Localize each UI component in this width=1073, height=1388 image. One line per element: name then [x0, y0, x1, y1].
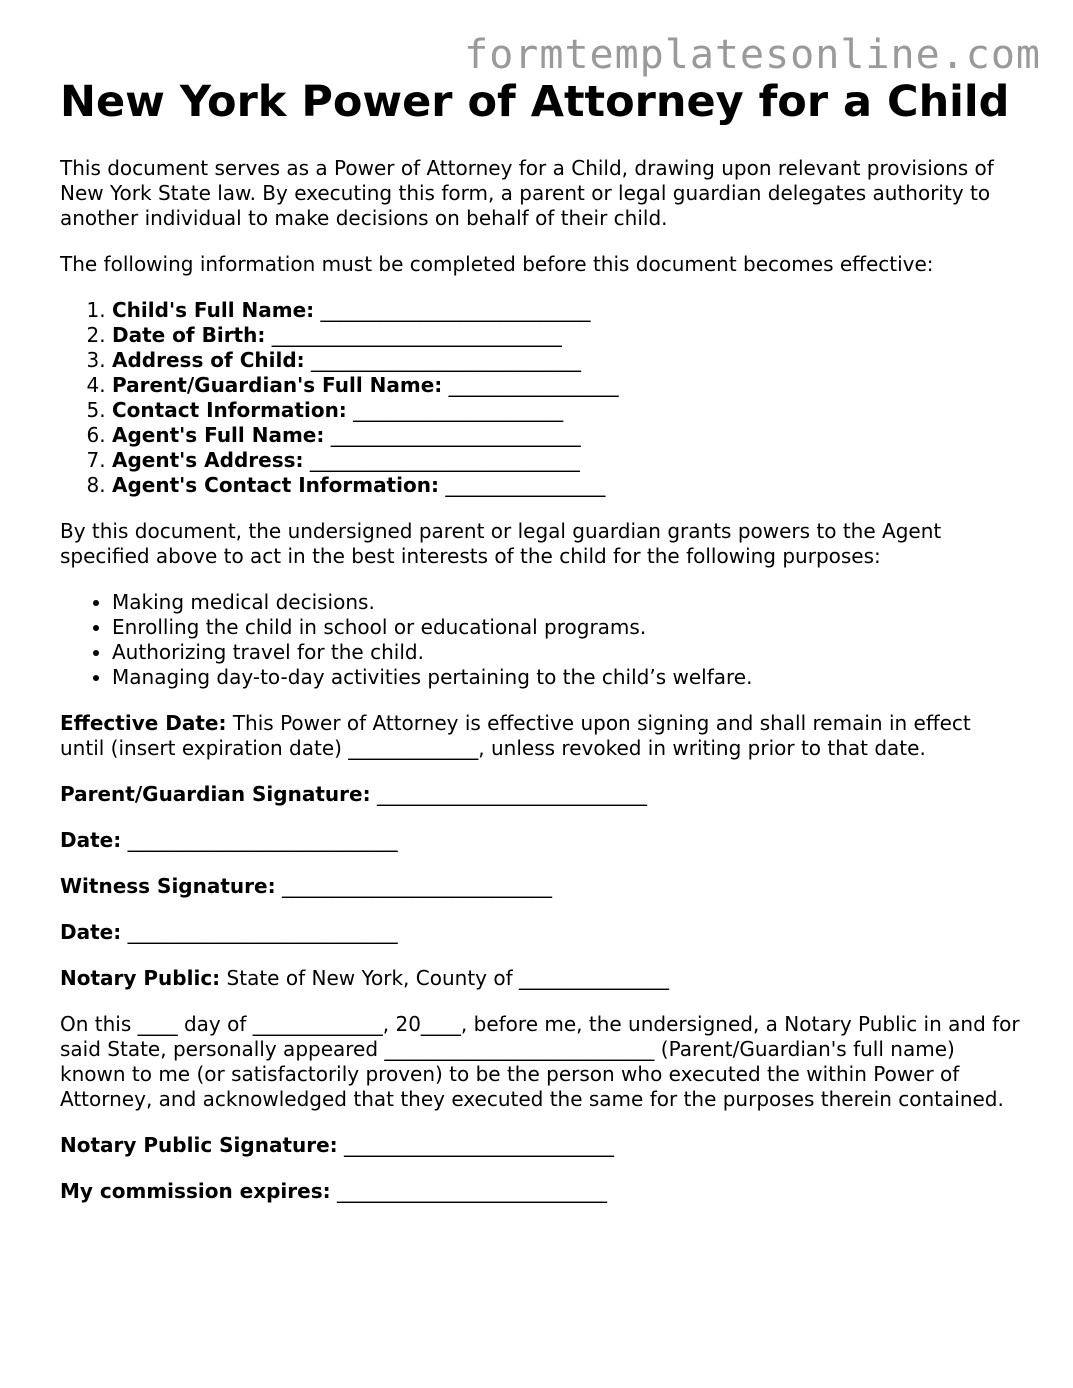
witness-signature-label: Witness Signature: [60, 874, 276, 898]
fill-blank[interactable]: _____________________________ [271, 323, 562, 347]
field-label: Address of Child: [112, 348, 305, 372]
list-item [112, 448, 1020, 473]
fill-blank[interactable]: ___________________________ [311, 348, 582, 372]
commission-expires-label: My commission expires: [60, 1179, 331, 1203]
purposes-list [60, 590, 1020, 690]
list-item: • Making medical decisions. [112, 590, 1020, 615]
list-item: • Managing day-to-day activities pertaining to the child’s welfare. [112, 665, 1020, 690]
date-line [60, 828, 1020, 853]
list-item [112, 373, 1020, 398]
list-item [112, 473, 1020, 498]
commission-expires-blank[interactable]: ___________________________ [336, 1179, 607, 1203]
field-label: Date of Birth: [112, 323, 266, 347]
list-item [112, 398, 1020, 423]
field-label: Contact Information: [112, 398, 347, 422]
fill-blank[interactable]: _____________________ [353, 398, 564, 422]
witness-signature-line [60, 874, 1020, 899]
date-blank[interactable]: ___________________________ [127, 828, 398, 852]
effective-date-label: Effective Date: [60, 711, 227, 735]
notary-county-line [60, 966, 1020, 991]
witness-signature-blank[interactable]: ___________________________ [281, 874, 552, 898]
date-blank[interactable]: ___________________________ [127, 920, 398, 944]
grant-paragraph: By this document, the undersigned parent or legal guardian grants powers to the Agent specified above to act in the best interests of the child for the following purposes: [60, 519, 942, 568]
list-item [112, 423, 1020, 448]
list-item: • Authorizing travel for the child. [112, 640, 1020, 665]
commission-expires-line [60, 1179, 1020, 1204]
fill-blank[interactable]: _________________ [448, 373, 619, 397]
list-item [112, 323, 1020, 348]
notary-county-text: State of New York, County of _______________ [226, 966, 669, 990]
required-info-lead: The following information must be completed before this document becomes effective: [60, 252, 934, 276]
notary-signature-line [60, 1133, 1020, 1158]
parent-signature-label: Parent/Guardian Signature: [60, 782, 371, 806]
fill-blank[interactable]: _________________________ [330, 423, 581, 447]
fill-blank[interactable]: ___________________________ [320, 298, 591, 322]
notary-signature-blank[interactable]: ___________________________ [344, 1133, 615, 1157]
intro-paragraph: This document serves as a Power of Attorney for a Child, drawing upon relevant provisions of New York State law. By executing this form, a parent or legal guardian delegates authority to another individual to make decisions on behalf of their child. [60, 156, 994, 230]
effective-date-paragraph [60, 711, 1020, 761]
field-label: Agent's Contact Information: [112, 473, 439, 497]
field-label: Agent's Full Name: [112, 423, 325, 447]
notary-acknowledgment: On this ____ day of _____________, 20____, before me, the undersigned, a Notary Public in and for said State, personally appeared ___________________________ (Parent/Guardian's full name) known to me (or satisfactorily proven) to be the person who executed the within Power of Attorney, and acknowledged that they executed the same for the purposes therein contained. [60, 1012, 1020, 1111]
parent-signature-blank[interactable]: ___________________________ [376, 782, 647, 806]
field-label: Agent's Address: [112, 448, 304, 472]
date-label: Date: [60, 828, 122, 852]
field-label: Parent/Guardian's Full Name: [112, 373, 443, 397]
date-label: Date: [60, 920, 122, 944]
document-body [60, 76, 1020, 1204]
field-label: Child's Full Name: [112, 298, 315, 322]
list-item: • Enrolling the child in school or educational programs. [112, 615, 1020, 640]
page-title: New York Power of Attorney for a Child [60, 77, 1010, 127]
watermark: formtemplatesonline.com [464, 32, 1041, 78]
notary-label: Notary Public: [60, 966, 221, 990]
parent-signature-line [60, 782, 1020, 807]
effective-date-text: This Power of Attorney is effective upon signing and shall remain in effect until (insert expiration date) _____________, unless revoked in writing prior to that date. [60, 711, 971, 760]
notary-signature-label: Notary Public Signature: [60, 1133, 338, 1157]
list-item [112, 348, 1020, 373]
fill-blank[interactable]: ________________ [445, 473, 606, 497]
witness-date-line [60, 920, 1020, 945]
list-item [112, 298, 1020, 323]
required-fields-list [60, 298, 1020, 498]
fill-blank[interactable]: ___________________________ [309, 448, 580, 472]
